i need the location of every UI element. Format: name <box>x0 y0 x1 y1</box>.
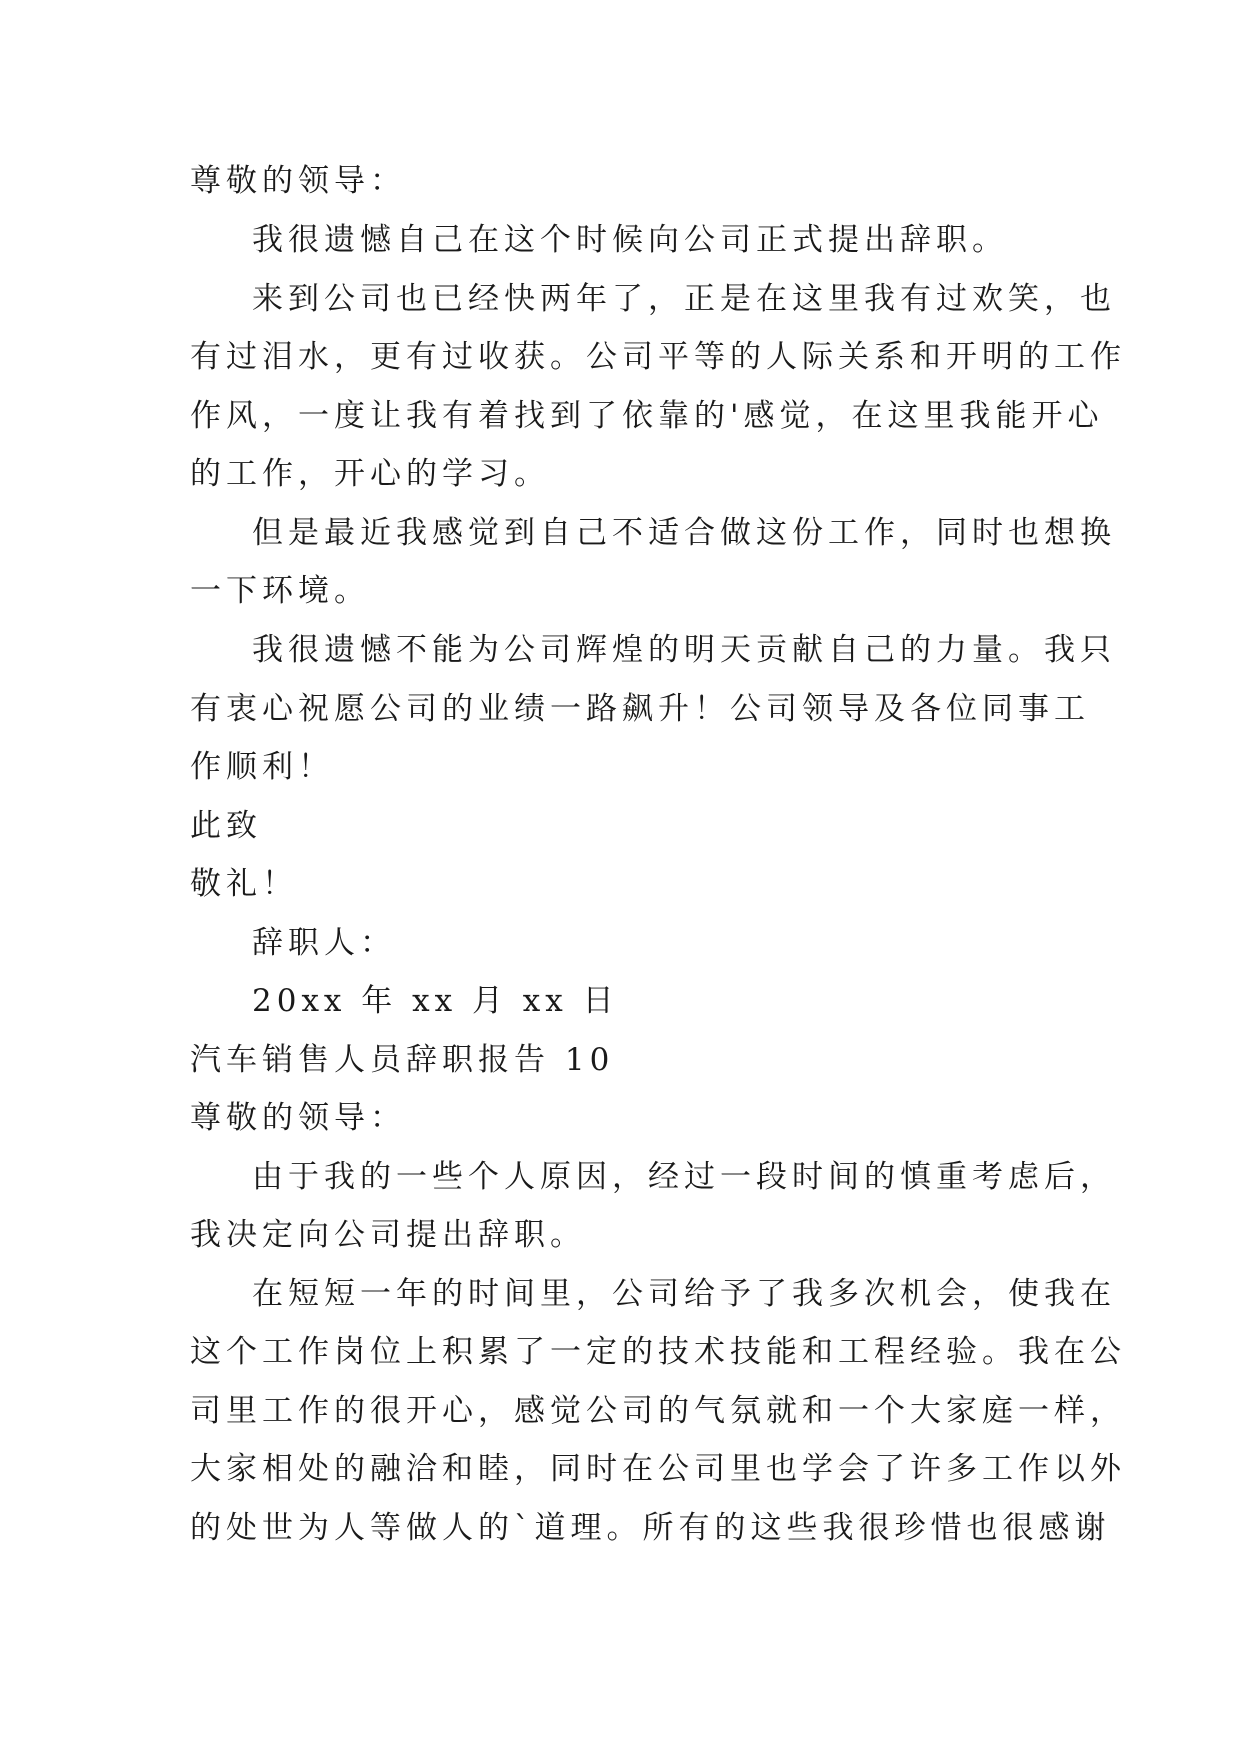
paragraph-line: 我很遗憾不能为公司辉煌的明天贡献自己的力量。我只 <box>252 632 1116 668</box>
section-title: 汽车销售人员辞职报告 10 <box>190 1042 615 1078</box>
paragraph-line: 大家相处的融洽和睦，同时在公司里也学会了许多工作以外 <box>190 1451 1126 1487</box>
paragraph-line: 有衷心祝愿公司的业绩一路飙升！公司领导及各位同事工 <box>190 691 1090 727</box>
paragraph-line: 作顺利！ <box>190 749 334 785</box>
salutation: 尊敬的领导： <box>190 1100 406 1136</box>
paragraph-line: 来到公司也已经快两年了，正是在这里我有过欢笑，也 <box>252 281 1116 317</box>
paragraph-line: 我决定向公司提出辞职。 <box>190 1217 586 1253</box>
paragraph-line: 的处世为人等做人的`道理。所有的这些我很珍惜也很感谢 <box>190 1510 1111 1546</box>
paragraph-line: 我很遗憾自己在这个时候向公司正式提出辞职。 <box>252 222 1008 258</box>
paragraph-line: 司里工作的很开心，感觉公司的气氛就和一个大家庭一样， <box>190 1393 1126 1429</box>
paragraph-line: 在短短一年的时间里，公司给予了我多次机会，使我在 <box>252 1276 1116 1312</box>
paragraph-line: 作风，一度让我有着找到了依靠的'感觉，在这里我能开心 <box>190 398 1104 434</box>
paragraph-line: 的工作，开心的学习。 <box>190 456 550 492</box>
paragraph-line: 但是最近我感觉到自己不适合做这份工作，同时也想换 <box>252 515 1116 551</box>
closing-line: 敬礼！ <box>190 866 298 902</box>
date-line: 20xx 年 xx 月 xx 日 <box>252 983 619 1019</box>
paragraph-line: 由于我的一些个人原因，经过一段时间的慎重考虑后， <box>252 1159 1116 1195</box>
signature-label: 辞职人： <box>252 925 396 961</box>
closing-line: 此致 <box>190 808 262 844</box>
salutation: 尊敬的领导： <box>190 163 406 199</box>
paragraph-line: 有过泪水，更有过收获。公司平等的人际关系和开明的工作 <box>190 339 1126 375</box>
paragraph-line: 这个工作岗位上积累了一定的技术技能和工程经验。我在公 <box>190 1334 1126 1370</box>
paragraph-line: 一下环境。 <box>190 573 370 609</box>
